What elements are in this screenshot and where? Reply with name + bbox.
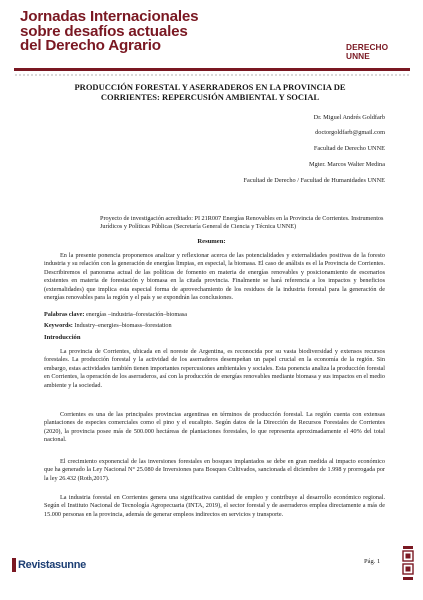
logo-bar-icon <box>12 558 16 572</box>
intro-heading: Introducción <box>44 334 81 341</box>
page-number: Pág. 1 <box>364 558 381 565</box>
event-title-line-2: sobre desafíos actuales <box>20 22 188 40</box>
document-title-line-1: PRODUCCIÓN FORESTAL Y ASERRADEROS EN LA PROVINCIA DE <box>74 82 346 92</box>
intro-paragraph-3 <box>44 458 385 483</box>
org-tag-line-2: UNNE <box>346 51 370 61</box>
event-title-line-1: Jornadas Internacionales <box>20 8 199 25</box>
intro-paragraph-2-text: Corrientes es una de las principales provincias argentinas en términos de producción forestal. La región cuenta con extensas plantaciones de especies comerciales como el pino y el eucalipto. Según datos de la Dirección de Recursos Forestales de Corrientes (2020), la provincia posee más de 500.000 hectáreas de plantaciones forestales, lo que representa aproximadamente el 40% del total nacional. <box>44 411 385 444</box>
intro-paragraph-1 <box>44 348 385 390</box>
keywords-en-label: Keywords: <box>44 322 73 329</box>
abstract-text: En la presente ponencia proponemos analizar y reflexionar acerca de las potencialidades y externalidades positivas de la foresto industria y su relación con la generación de energías limpias, en especial, la biomasa. El caso de análisis es el la Provincia de Corrientes. Describiremos el panorama actual de las políticas de fomento en materia de energías renovables y posicionamiento de escenarios existentes en materia de forestación y biomasa en la citada provincia. Finalmente se hará referencia a los impactos y beneficios (externalidades) que implica esta especial forma de aprovechamiento de los residuos de la industria forestal para la generación de energías renovables para la región y el país y se expondrán las conclusiones. <box>44 252 385 302</box>
event-title-line-3: del Derecho Agrario <box>20 37 161 54</box>
intro-paragraph-3-text: El crecimiento exponencial de las inversiones forestales en bosques implantados se debe en gran medida al impacto económico que ha generado la Ley Nacional N° 25.080 de Inversiones para Bosques Cultivados, sancionada el diciembre de 1.998 y prorrogada por la ley 26.432 (Roth,2017). <box>44 458 385 482</box>
project-note: Proyecto de investigación acreditado: PI 21R007 Energías Renovables en la Provincia de Corrientes. Instrumentos Jurídicos y Políticas Públicas (Secretaría General de Ciencia y Técnica UNNE) <box>100 215 384 230</box>
document-title <box>30 83 390 102</box>
author-name-2: Mgter. Marcos Walter Medina <box>309 161 385 168</box>
author-email-1: doctorgoldfarb@gmail.com <box>315 129 385 136</box>
header-rule <box>14 68 410 71</box>
keywords-en <box>44 322 172 330</box>
intro-paragraph-4 <box>44 494 385 519</box>
intro-paragraph-2 <box>44 411 385 445</box>
author-affiliation-2: Facultad de Derecho / Facultad de Humanidades UNNE <box>243 177 385 184</box>
keywords-es <box>44 311 187 319</box>
event-title <box>20 10 198 54</box>
keywords-es-value: energías –industria–forestación–biomasa <box>85 311 188 318</box>
header-dotted-rule <box>14 74 410 76</box>
logo-text: Revistasunne <box>18 559 86 571</box>
author-name-1: Dr. Miguel Andrés Goldfarb <box>313 114 385 121</box>
document-title-line-2: CORRIENTES: REPERCUSIÓN AMBIENTAL Y SOCIAL <box>100 91 320 102</box>
intro-paragraph-4-text: La industria forestal en Corrientes genera una significativa cantidad de empleo y contribuye al desarrollo económico regional. Según el Instituto Nacional de Tecnología Agropecuaria (INTA, 2019), el sector forestal y de aserraderos emplea directamente a más de 15.000 personas en la provincia, además de generar empleos indirectos en servicios y transporte. <box>44 494 385 518</box>
org-tag <box>346 43 388 61</box>
abstract-heading: Resumen: <box>197 238 226 245</box>
author-affiliation-1: Facultad de Derecho UNNE <box>313 145 385 152</box>
intro-paragraph-1-text: La provincia de Corrientes, ubicada en el noreste de Argentina, es reconocida por su vasta biodiversidad y extensos recursos forestales. La producción forestal y la actividad de los aserraderos desempeñan un papel crucial en la economía de la región. Sin embargo, estas actividades también tienen importantes repercusiones ambientales y sociales. Esta ponencia analiza la producción forestal en Corrientes, la operación de los aserraderos, así con la producción de energías renovables mediante biomasa y sus impactos en el medio ambiente y la sociedad. <box>44 348 385 389</box>
keywords-en-value: Industry–energies–biomass–forestation <box>74 322 172 329</box>
keywords-es-label: Palabras clave: <box>44 311 85 318</box>
revistas-unne-logo <box>12 558 86 572</box>
abstract-paragraph <box>44 252 385 302</box>
org-tag-line-1: DERECHO <box>346 42 389 52</box>
unne-emblem-icon <box>402 546 414 582</box>
